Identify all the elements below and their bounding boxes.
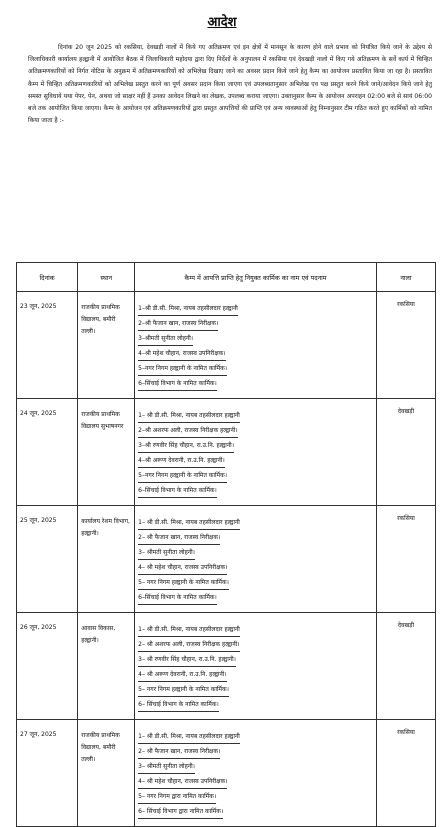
staff-entry: 5– नगर निगम द्वारा नामित कार्मिक। xyxy=(138,790,216,804)
row-date: 23 जून, 2025 xyxy=(17,292,78,399)
row-place: राजकीय प्राथमिक विद्यालय, बमौरी तल्ली। xyxy=(78,292,135,399)
staff-line xyxy=(138,637,373,652)
staff-entry: 3–श्री रणवीर सिंह चौहान, रा.उ.नि. हल्द्वानी। xyxy=(138,439,234,453)
staff-entry: 3– श्री रणवीर सिंह चौहान, रा.उ.नि. हल्द्वानी। xyxy=(138,653,236,667)
staff-entry: 6– सिंचाई विभाग के नामित कार्मिक। xyxy=(138,698,219,712)
staff-line xyxy=(138,759,373,774)
row-date: 25 जून, 2025 xyxy=(17,506,78,613)
document-title: आदेश xyxy=(207,15,237,30)
row-date: 24 जून, 2025 xyxy=(17,399,78,506)
staff-entry: 5–नगर निगम हल्द्वानी के नामित कार्मिक। xyxy=(138,362,227,376)
staff-entry: 2– श्री अशरफ अली, राजस्व निरीक्षक हल्द्वानी। xyxy=(138,638,239,652)
staff-line xyxy=(138,453,373,468)
staff-line xyxy=(138,697,373,712)
staff-entry: 6–सिंचाई विभाग के नामित कार्मिक। xyxy=(138,484,217,498)
staff-line xyxy=(138,774,373,789)
row-date: 26 जून, 2025 xyxy=(17,613,78,720)
staff-entry: 5–नगर निगम हल्द्वानी के नामित कार्मिक। xyxy=(138,469,227,483)
staff-entry: 3– श्रीमती सुनीता लोहनी। xyxy=(138,760,195,774)
row-place: आवास विकास, हल्द्वानी। xyxy=(78,613,135,720)
staff-entry: 5– नगर निगम हल्द्वानी के नामित कार्मिक। xyxy=(138,576,229,590)
staff-entry: 3–श्रीमती सुनीता लोहनी। xyxy=(138,332,193,346)
header-date: दिनांक xyxy=(17,263,78,292)
staff-line xyxy=(138,744,373,759)
row-staff xyxy=(135,506,377,613)
header-staff: कैम्प में आपत्ति प्राप्ति हेतु नियुक्त कार्मिक का नाम एवं पदनाम xyxy=(135,263,377,292)
staff-line xyxy=(138,652,373,667)
staff-entry: 6–सिंचाई विभाग के नामित कार्मिक। xyxy=(138,591,217,605)
staff-line xyxy=(138,590,373,605)
staff-entry: 1– श्री डी.सी. मिश्रा, नायब तहसीलदार हल्द्वानी xyxy=(138,409,240,423)
staff-line xyxy=(138,729,373,744)
order-paragraph: दिनांक 20 जून 2025 को रकसिया, देवखड़ी नालों में किये गए अतिक्रमण एवं इन क्षेत्रों में मानसून के कारण होने वाले प्रभाव को नियंत्रित किये जाने के उद्देश्य से जिलाधिकारी कार्यालय हल्द्वानी में आयोजित बैठक में जिलाधिकारी महोदया द्वारा दिए निर्देशों के अनुपालन में रकसिया एवं देवखड़ी नालो में किए गये अतिक्रमण के सर्वे कार्य में चिन्हित अतिक्रमणकारियों को निर्गत नोटिस के अनुक्रम में अतिक्रमणकारियों को अभिलेख दिखाए जाने का अवसर प्रदान किये जाने हेतु कैम्प का आयोजन प्रस्तावित किया जा रहा है। प्रस्तावित कैम्प में चिन्हित अतिक्रमणकारियों को अभिलेख प्रस्तुत करने का पूर्ण अवसर प्रदान किया जाएगा एवं उपलब्धतानुसार अभिलेख एव पक्ष प्रस्तुत करने किये जाने/आवेदन किये जाने हेतु समस्त सुविधाये यथा पेपर, पेन, अथवा जो साक्षर नहीं हैं उनका आवेदन लिखने का लेखक, उपलब्ध कराया जाएगा। उक्तानुसार कैम्प के आयोजन अपराहन 02:00 बजे से सायं 06:00 बजे तक आयोजित किया जाएगा। कैम्प के आयोजन एवं अतिक्रमणकारियों द्वारा प्रस्तुत आपत्तियों की प्राप्ति एवं अन्य व्यवस्थाओं हेतु निम्नानुसार टीम गठित करते हुए कार्मिकों को नामित किया जाता है :- xyxy=(28,44,432,125)
staff-line xyxy=(138,575,373,590)
staff-entry: 6– सिंचाई विभाग द्वारा नामित कार्मिक। xyxy=(138,805,223,819)
camp-schedule-table xyxy=(16,262,436,827)
staff-line xyxy=(138,560,373,575)
staff-line xyxy=(138,804,373,819)
staff-line xyxy=(138,468,373,483)
staff-line xyxy=(138,545,373,560)
staff-line xyxy=(138,483,373,498)
staff-line xyxy=(138,515,373,530)
staff-entry: 4– श्री महेश चौहान, राजस्व उपनिरीक्षक। xyxy=(138,561,227,575)
row-nala: देवखड़ी xyxy=(376,613,435,720)
staff-entry: 4– श्री अरूण देवरानी, रा.उ.नि. हल्द्वानी। xyxy=(138,668,226,682)
table-row xyxy=(17,292,436,399)
table-header-row xyxy=(17,263,436,292)
row-nala: रकसिया xyxy=(376,292,435,399)
staff-entry: 3– श्रीमती सुनीता लोहनी। xyxy=(138,546,195,560)
staff-entry: 2– श्री फैजान खान, राजस्व निरीक्षक। xyxy=(138,531,220,545)
header-place: स्थान xyxy=(78,263,135,292)
staff-line xyxy=(138,622,373,637)
staff-entry: 1– श्री डी.सी. मिश्रा, नायब तहसीलदार हल्द्वानी xyxy=(138,623,240,637)
row-place: कार्यालय रेशम विभाग, हल्द्वानी। xyxy=(78,506,135,613)
row-staff xyxy=(135,292,377,399)
header-nala: नाला xyxy=(376,263,435,292)
staff-line xyxy=(138,376,373,391)
row-staff xyxy=(135,720,377,827)
staff-entry: 2– श्री फैजान खान, राजस्व निरीक्षक। xyxy=(138,745,220,759)
staff-line xyxy=(138,408,373,423)
row-date: 27 जून, 2025 xyxy=(17,720,78,827)
row-place: राजकीय प्राथमिक विद्यालय, बमौरी तल्ली। xyxy=(78,720,135,827)
staff-line xyxy=(138,361,373,376)
row-nala: रकसिया xyxy=(376,506,435,613)
table-row xyxy=(17,506,436,613)
staff-entry: 1– श्री डी.सी. मिश्रा, नायब तहसीलदार हल्द्वानी xyxy=(138,730,240,744)
staff-line xyxy=(138,331,373,346)
row-staff xyxy=(135,613,377,720)
staff-entry: 4– श्री महेश चौहान, राजस्व उपनिरीक्षक। xyxy=(138,775,227,789)
table-row xyxy=(17,399,436,506)
staff-entry: 6–सिंचाई विभाग के नामित कार्मिक। xyxy=(138,377,217,391)
row-staff xyxy=(135,399,377,506)
staff-line xyxy=(138,789,373,804)
row-nala: रकसिया xyxy=(376,720,435,827)
staff-line xyxy=(138,682,373,697)
row-place: राजकीय प्राथमिक विद्यालय सुभाषनगर xyxy=(78,399,135,506)
staff-entry: 2–श्री अशरफ अली, राजस्व निरीक्षक हल्द्वानी। xyxy=(138,424,237,438)
staff-entry: 2–श्री फैजान खान, राजस्व निरीक्षक। xyxy=(138,317,218,331)
staff-line xyxy=(138,301,373,316)
staff-entry: 1– श्री डी.सी. मिश्रा, नायब तहसीलदार हल्द्वानी xyxy=(138,516,240,530)
staff-line xyxy=(138,316,373,331)
staff-line xyxy=(138,423,373,438)
staff-line xyxy=(138,438,373,453)
staff-line xyxy=(138,667,373,682)
row-nala: देवखड़ी xyxy=(376,399,435,506)
staff-line xyxy=(138,530,373,545)
staff-entry: 1–श्री डी.सी. मिश्रा, नायब तहसीलदार हल्द्वानी xyxy=(138,302,238,316)
table-row xyxy=(17,613,436,720)
staff-entry: 4–श्री अरूण देवरानी, रा.उ.नि. हल्द्वानी। xyxy=(138,454,225,468)
table-row xyxy=(17,720,436,827)
staff-entry: 5– नगर निगम हल्द्वानी के नामित कार्मिक। xyxy=(138,683,229,697)
staff-line xyxy=(138,346,373,361)
staff-entry: 4–श्री महेश चौहान, राजस्व उपनिरीक्षक। xyxy=(138,347,225,361)
